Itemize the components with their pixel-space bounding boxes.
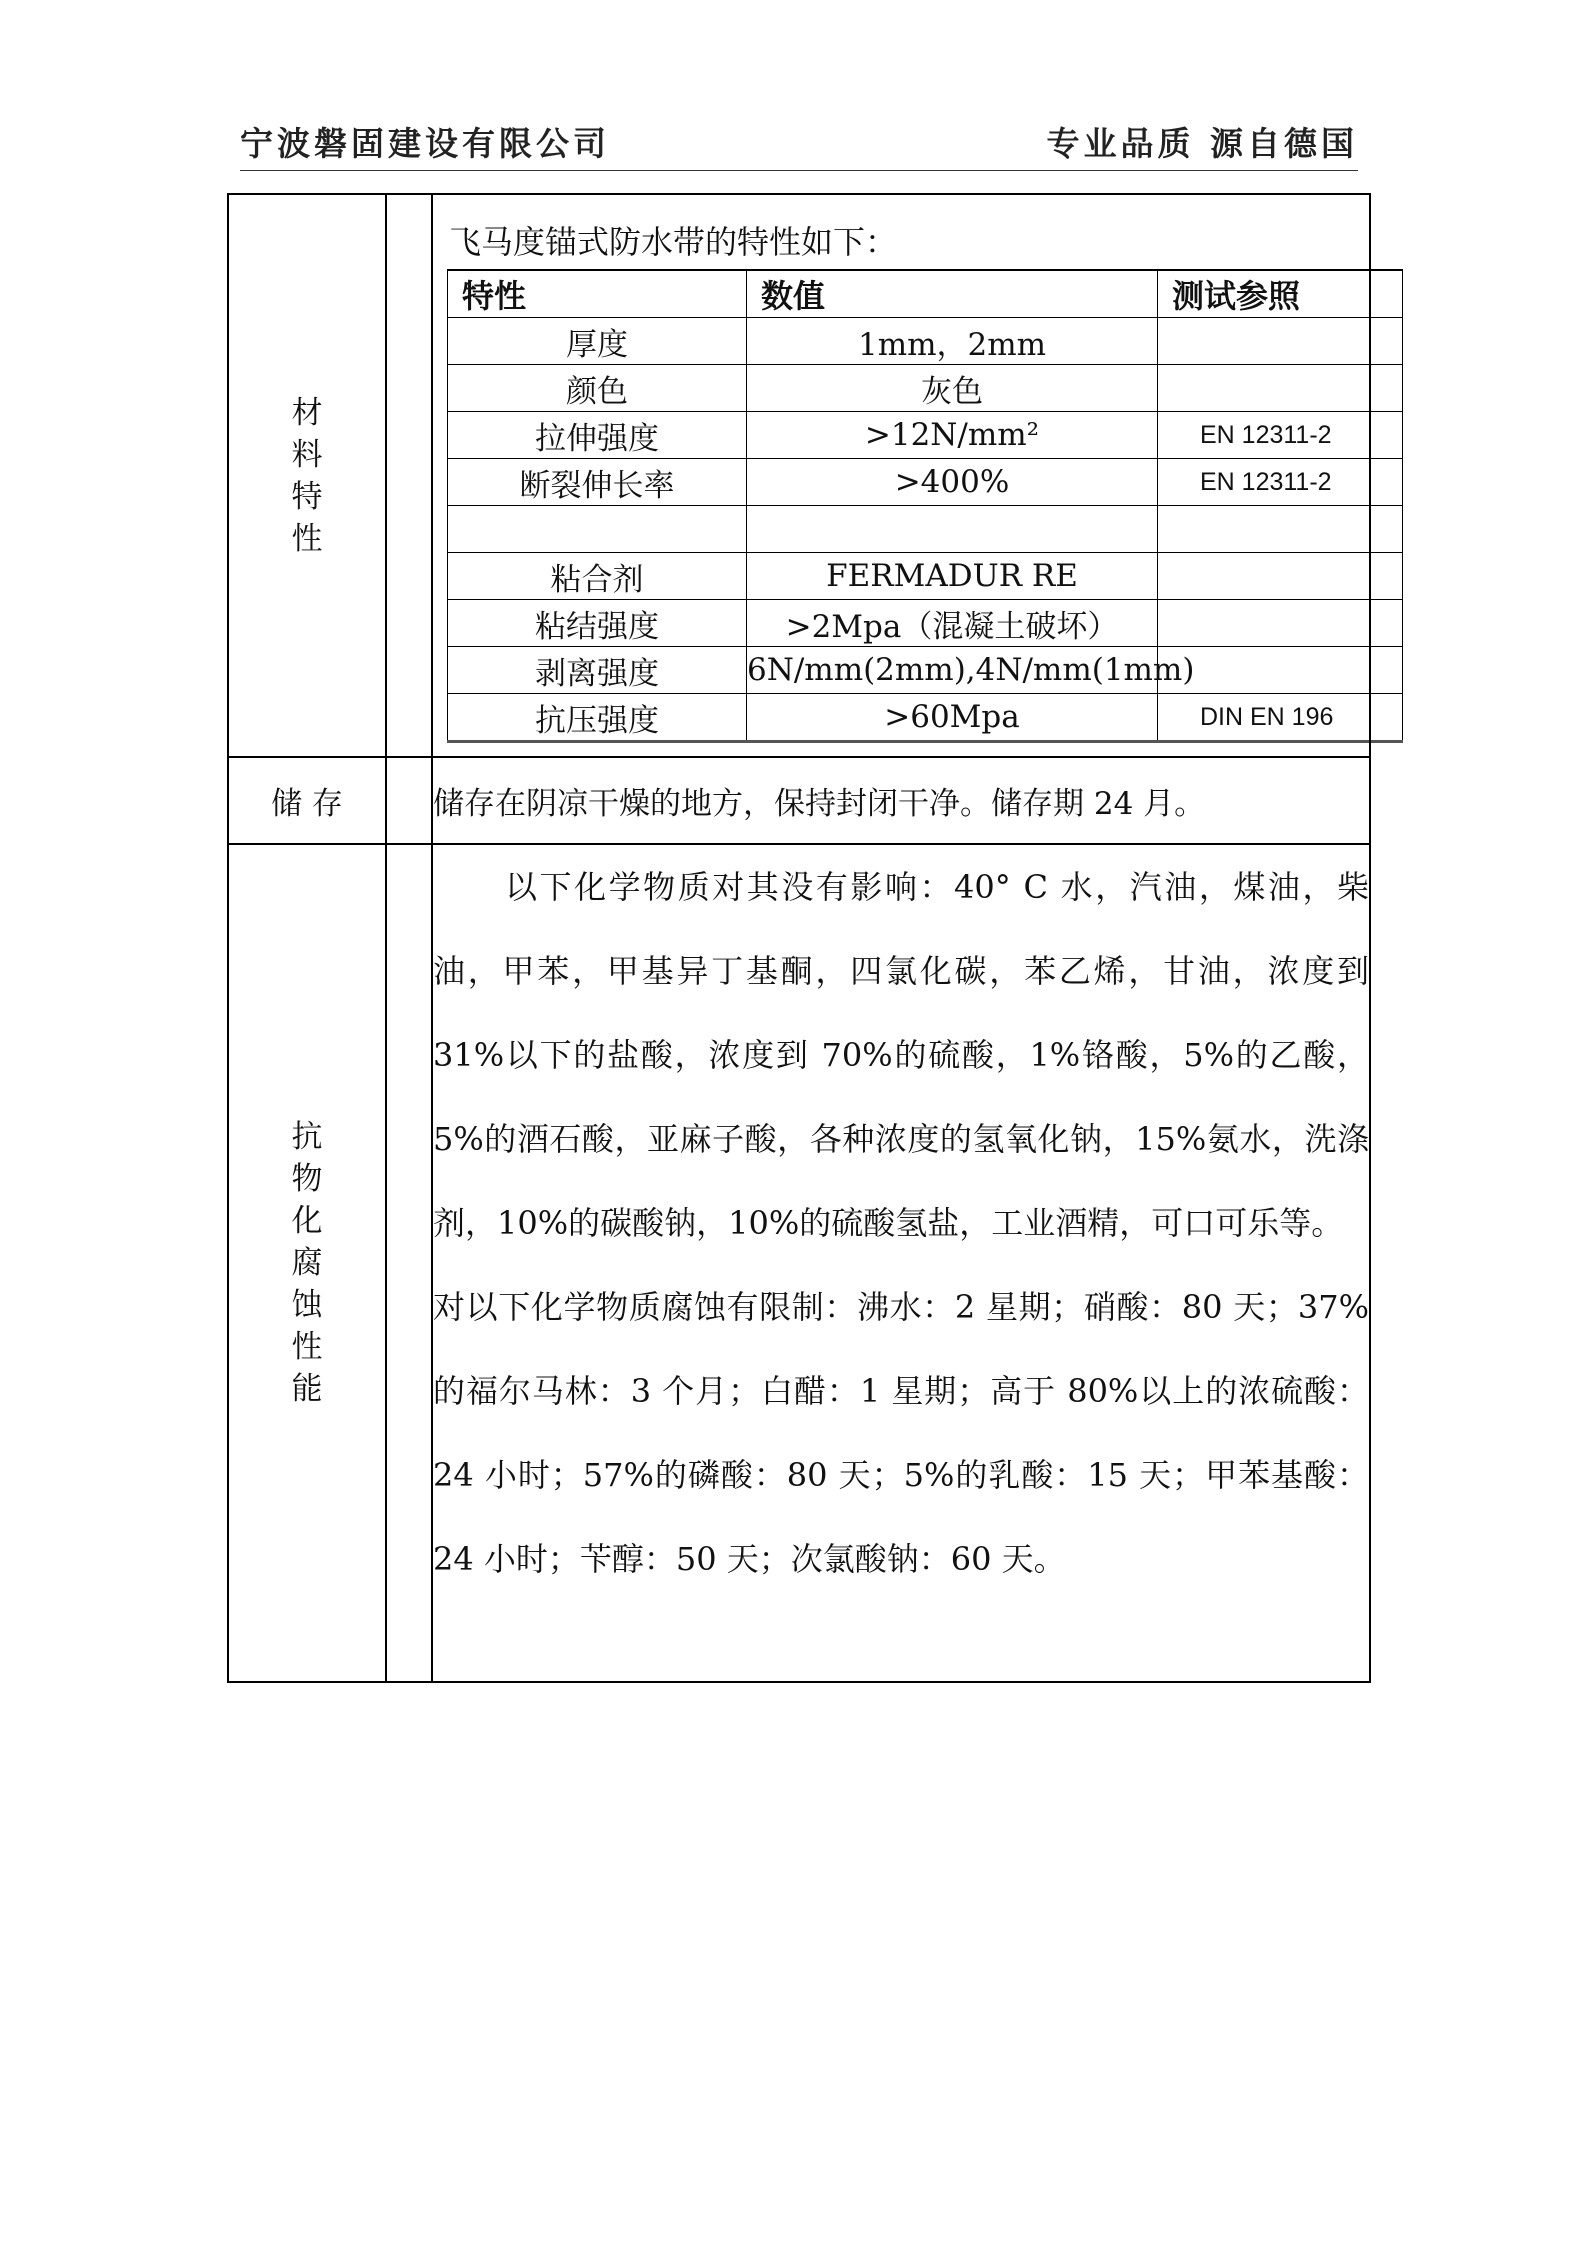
page-header bbox=[240, 118, 1358, 171]
storage-row bbox=[228, 757, 1370, 844]
property-value: >2Mpa（混凝土破坏） bbox=[747, 600, 1158, 647]
property-value: 6N/mm(2mm),4N/mm(1mm) bbox=[747, 647, 1158, 694]
property-test bbox=[1158, 600, 1403, 647]
property-name: 剥离强度 bbox=[448, 647, 747, 694]
table-row bbox=[448, 553, 1403, 600]
corrosion-content bbox=[432, 844, 1370, 1682]
properties-header-row bbox=[448, 270, 1403, 318]
property-name: 厚度 bbox=[448, 318, 747, 365]
storage-text: 储存在阴凉干燥的地方，保持封闭干净。储存期 24 月。 bbox=[432, 757, 1370, 844]
material-content bbox=[432, 194, 1370, 757]
gap-cell bbox=[386, 757, 432, 844]
property-value: >400% bbox=[747, 459, 1158, 506]
table-row bbox=[448, 365, 1403, 412]
company-name: 宁波磐固建设有限公司 bbox=[240, 124, 610, 163]
property-value bbox=[747, 506, 1158, 553]
property-test bbox=[1158, 318, 1403, 365]
table-row bbox=[448, 459, 1403, 506]
property-name: 拉伸强度 bbox=[448, 412, 747, 459]
table-row bbox=[448, 318, 1403, 365]
corrosion-para-unaffected: 以下化学物质对其没有影响：40° C 水，汽油，煤油，柴油，甲苯，甲基异丁基酮，四氯化碳，苯乙烯，甘油，浓度到 31%以下的盐酸，浓度到 70%的硫酸，1%铬酸，5%的乙酸，5%的酒石酸，亚麻子酸，各种浓度的氢氧化钠，15%氨水，洗涤剂，10%的碳酸钠，10%的硫酸氢盐，工业酒精，可口可乐等。 bbox=[433, 868, 1369, 1242]
col-header-value: 数值 bbox=[747, 270, 1158, 318]
storage-label: 储 存 bbox=[228, 757, 386, 844]
property-test bbox=[1158, 647, 1403, 694]
property-name: 颜色 bbox=[448, 365, 747, 412]
property-value: 1mm，2mm bbox=[747, 318, 1158, 365]
property-value: >60Mpa bbox=[747, 694, 1158, 742]
table-row bbox=[448, 647, 1403, 694]
corrosion-row bbox=[228, 844, 1370, 1682]
property-test bbox=[1158, 506, 1403, 553]
property-test: EN 12311-2 bbox=[1158, 459, 1403, 506]
properties-table bbox=[447, 269, 1403, 743]
property-test: EN 12311-2 bbox=[1158, 412, 1403, 459]
property-name: 断裂伸长率 bbox=[448, 459, 747, 506]
table-row bbox=[448, 600, 1403, 647]
material-label: 材料特性 bbox=[291, 394, 323, 557]
property-test bbox=[1158, 553, 1403, 600]
property-value: >12N/mm² bbox=[747, 412, 1158, 459]
property-name: 粘合剂 bbox=[448, 553, 747, 600]
material-label-cell bbox=[228, 194, 386, 757]
corrosion-label-cell bbox=[228, 844, 386, 1682]
col-header-property: 特性 bbox=[448, 270, 747, 318]
property-value: FERMADUR RE bbox=[747, 553, 1158, 600]
gap-cell bbox=[386, 194, 432, 757]
company-slogan: 专业品质 源自德国 bbox=[1046, 124, 1358, 163]
table-row bbox=[448, 694, 1403, 742]
property-name: 粘结强度 bbox=[448, 600, 747, 647]
material-intro: 飞马度锚式防水带的特性如下： bbox=[449, 223, 898, 261]
gap-cell bbox=[386, 844, 432, 1682]
corrosion-para-limited: 对以下化学物质腐蚀有限制：沸水：2 星期；硝酸：80 天；37%的福尔马林：3 个月；白醋：1 星期；高于 80%以上的浓硫酸：24 小时；57%的磷酸：80 天；5%的乳酸：15 天；甲苯基酸：24 小时；苄醇：50 天；次氯酸钠：60 天。 bbox=[433, 1288, 1369, 1578]
property-test: DIN EN 196 bbox=[1158, 694, 1403, 742]
col-header-test: 测试参照 bbox=[1158, 270, 1403, 318]
corrosion-label: 抗物化腐蚀性能 bbox=[291, 1119, 323, 1407]
spec-table bbox=[227, 193, 1371, 1683]
property-name bbox=[448, 506, 747, 553]
material-row bbox=[228, 194, 1370, 757]
table-row bbox=[448, 412, 1403, 459]
property-value: 灰色 bbox=[747, 365, 1158, 412]
property-test bbox=[1158, 365, 1403, 412]
property-name: 抗压强度 bbox=[448, 694, 747, 742]
table-row bbox=[448, 506, 1403, 553]
